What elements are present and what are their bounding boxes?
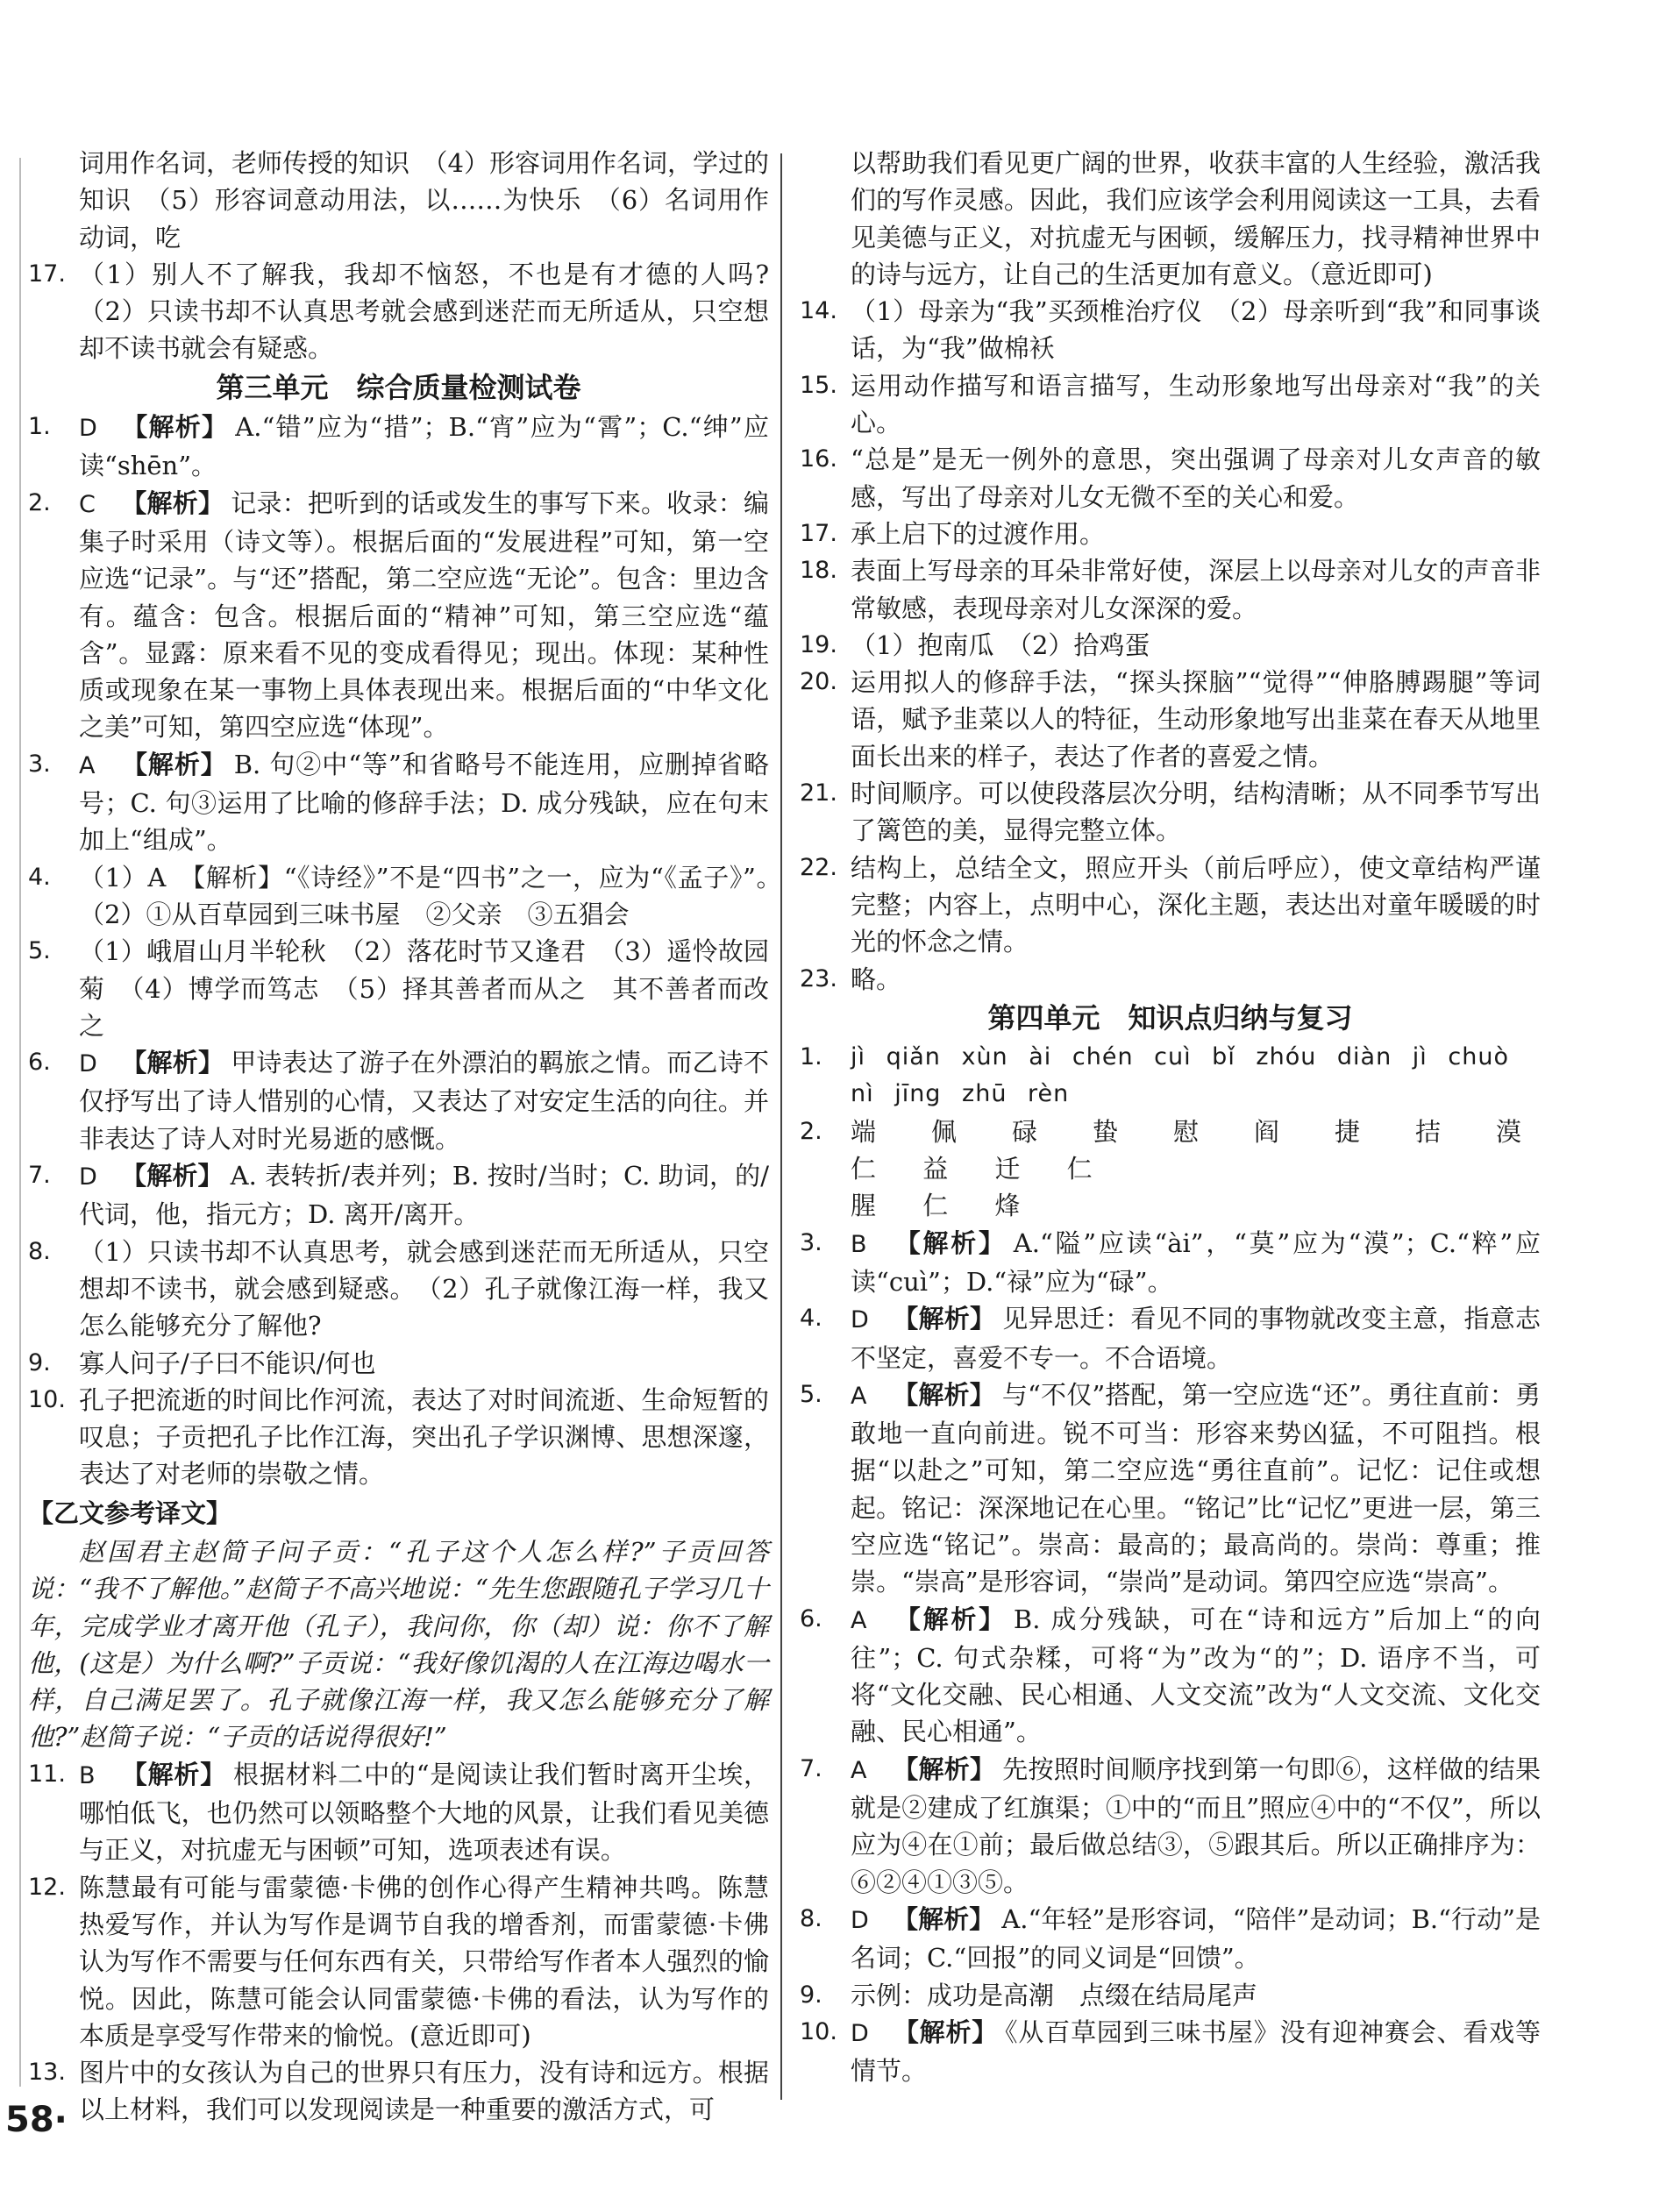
answer-item [800,850,1541,961]
heading-title: 知识点归纳与复习 [1128,1000,1353,1035]
answer-item [28,1756,769,1869]
answer-choice: D [851,2019,869,2047]
answer-item [800,1300,1541,1376]
heading-title: 综合质量检测试卷 [356,370,581,404]
answer-text: （1）只读书却不认真思考，就会感到迷茫而无所适从，只空想却不读书，就会感到疑惑。 （2）孔子就像江海一样，我又怎么能够充分了解他? [79,1236,769,1341]
translation-block [28,1533,769,1756]
answer-item [28,1044,769,1157]
answer-number: 21. [800,779,837,807]
answer-item [800,367,1541,442]
answer-number: 5. [800,1380,822,1408]
answer-item [28,1869,769,2054]
answer-number: 20. [800,668,837,696]
answer-number: 22. [800,853,837,881]
analysis-tag: 【解析】 [121,487,224,518]
answer-text: 示例：成功是高潮 点缀在结局尾声 [851,1980,1258,2010]
answer-number: 2. [800,1117,822,1145]
answer-16-continued [28,145,769,256]
answer-text: 根据材料二中的“是阅读让我们暂时离开尘埃，哪怕低飞，也仍然可以领略整个大地的风景，让我们看见美德与正义，对抗虚无与困顿”可知，选项表述有误。 [79,1759,769,1866]
answer-item [800,1977,1541,2014]
answer-number: 8. [28,1237,51,1265]
answer-number: 3. [28,750,51,778]
answer-text: 记录：把听到的话或发生的事写下来。收录：编集子时采用（诗文等）。根据后面的“发展进程”可知，第一空应选“记录”。与“还”搭配，第二空应选“无论”。包含：里边含有。蕴含：包含。根据后面的“精神”可知，第三空应选“蕴含”。显露：原来看不见的变成看得见；现出。体现：某种性质或现象在某一事物上具体表现出来。根据后面的“中华文化之美”可知，第四空应选“体现”。 [79,487,769,743]
answer-item [800,516,1541,552]
answer-item [28,485,769,746]
characters-line-1: 端 佩 碌 蛰 慰 阎 捷 拮 漠 仁 益 迁 仁 [851,1116,1541,1184]
answer-item [800,775,1541,850]
answer-item [28,1234,769,1345]
answer-text: 孔子把流逝的时间比作河流，表达了对时间流逝、生命短暂的叹息；子贡把孔子比作江海，突出孔子学识渊博、思想深邃，表达了对老师的崇敬之情。 [79,1384,769,1490]
answer-number: 10. [28,1385,66,1413]
answer-choice: A [79,751,96,779]
answer-number: 23. [800,964,837,992]
answer-text: “总是”是无一例外的意思，突出强调了母亲对儿女声音的敏感，写出了母亲对儿女无微不至的关心和爱。 [851,445,1541,512]
answer-number: 9. [800,1981,822,2009]
answer-item [800,1225,1541,1301]
answer-number: 9. [28,1348,51,1376]
analysis-tag: 【解析】 [893,1227,1007,1258]
right-column [800,145,1541,2089]
answer-item [28,746,769,859]
answer-17 [28,256,769,367]
column-divider [780,153,782,2100]
answer-text: A.“错”应为“措”；B.“宵”应为“霄”；C.“绅”应读“shēn”。 [79,412,769,481]
answer-text: 承上启下的过渡作用。 [851,518,1106,549]
answer-choice: A [851,1382,867,1410]
answer-text: 见异思迁：看见不同的事物就改变主意，指意志不坚定，喜爱不专一。不合语境。 [851,1304,1541,1373]
answer-text: （1）别人不了解我，我却不恼怒，不也是有才德的人吗?（2）只读书却不认真思考就会感到迷茫而无所适从，只空想却不读书就会有疑惑。 [79,259,769,364]
answer-item [28,409,769,485]
pinyin-line-1: jì qiǎn xùn ài chén cuì bǐ zhóu diàn jì chuò [851,1043,1509,1071]
answer-item [800,1376,1541,1601]
answer-item [800,1601,1541,1751]
answer-choice: A [851,1756,867,1784]
answer-u4-2 [800,1113,1541,1225]
answer-item [28,1382,769,1493]
answer-choice: D [851,1306,869,1334]
analysis-tag: 【解析】 [893,1903,995,1934]
section-heading-unit4 [800,999,1541,1036]
analysis-tag: 【解析】 [121,1759,227,1789]
analysis-tag: 【解析】 [893,1604,1007,1634]
answer-number: 13. [28,2059,66,2087]
answer-number: 5. [28,937,51,965]
answer-number: 3. [800,1228,822,1256]
answer-item [800,1751,1541,1901]
answer-number: 10. [800,2017,837,2045]
heading-unit: 第三单元 [216,370,329,404]
answer-item [800,1901,1541,1977]
analysis-tag: 【解析】 [121,1048,224,1078]
answer-item [800,961,1541,998]
answer-text: 表面上写母亲的耳朵非常好使，深层上以母亲对儿女的声音非常敏感，表现母亲对儿女深深的爱。 [851,556,1541,623]
answer-text: 时间顺序。可以使段落层次分明，结构清晰；从不同季节写出了篱笆的美，显得完整立体。 [851,779,1541,846]
characters-line-2: 腥 仁 烽 [851,1191,1040,1221]
answer-number: 2. [28,488,51,516]
answer-number: 17. [28,260,66,288]
answer-number: 6. [28,1049,51,1077]
analysis-tag: 【解析】 [121,749,227,779]
answer-number: 4. [28,863,51,891]
answer-item [28,859,795,934]
analysis-tag: 【解析】 [893,1753,996,1784]
answer-choice: D [79,415,97,443]
analysis-tag: 【解析】 [893,1379,995,1410]
answer-item [28,1345,769,1382]
answer-item [800,441,1541,516]
answer-item [28,933,769,1044]
answer-text: 寡人问子/子曰不能识/何也 [79,1348,376,1378]
answer-text: 词用作名词，老师传授的知识 （4）形容词用作名词，学过的知识 （5）形容词意动用法，以……为快乐 （6）名词用作动词，吃 [79,148,769,252]
answer-number: 7. [28,1162,51,1190]
page-number: 58· [5,2100,68,2140]
answer-text: B. 句②中“等”和省略号不能连用，应删掉省略号；C. 句③运用了比喻的修辞手法；D. 成分残缺，应在句末加上“组成”。 [79,749,769,856]
answer-text: （1）峨眉山月半轮秋 （2）落花时节又逢君 （3）遥怜故园菊 （4）博学而笃志 （5）择其善者而从之 其不善者而改之 [79,936,769,1041]
answer-number: 19. [800,630,837,658]
answer-number: 17. [800,519,837,547]
answer-choice: B [851,1230,867,1258]
heading-unit: 第四单元 [987,1000,1100,1035]
answer-text: 略。 [851,964,902,994]
translation-title: 【乙文参考译文】 [28,1497,232,1528]
answer-number: 18. [800,557,837,585]
answer-text: A. 表转折/表并列；B. 按时/当时；C. 助词，的/代词，他，指元方；D. 离开/离开。 [79,1161,769,1230]
analysis-tag: 【解析】 [121,412,229,443]
answer-13-continued [800,145,1541,293]
answer-number: 1. [28,413,51,441]
answer-choice: D [851,1906,869,1934]
answer-item [800,664,1541,775]
answer-item [800,2014,1541,2090]
answer-number: 14. [800,297,837,325]
answer-number: 7. [800,1754,822,1782]
answer-choice: A [851,1606,867,1634]
answer-text: 《从百草园到三味书屋》没有迎神赛会、看戏等情节。 [851,2016,1541,2087]
answer-text: 甲诗表达了游子在外漂泊的羁旅之情。而乙诗不仅抒写出了诗人惜别的心情，又表达了对安定生活的向往。并非表达了诗人对时光易逝的感慨。 [79,1048,769,1154]
answer-number: 8. [800,1904,822,1932]
analysis-tag: 【解析】 [893,2016,999,2047]
binding-edge [19,158,21,2087]
answer-text: 以帮助我们看见更广阔的世界，收获丰富的人生经验，激活我们的写作灵感。因此，我们应该学会利用阅读这一工具，去看见美德与正义，对抗虚无与困顿，缓解压力，找寻精神世界中的诗与远方，让自己的生活更加有意义。（意近即可) [851,148,1541,289]
answer-number: 12. [28,1873,66,1901]
answer-item [28,2054,769,2129]
answer-text: A.“隘”应读“ài”，“莫”应为“漠”；C.“粹”应读“cuì”；D.“禄”应为“碌”。 [851,1227,1541,1297]
answer-text: A.“年轻”是形容词，“陪伴”是动词；B.“行动”是名词；C.“回报”的同义词是“回馈”。 [851,1903,1541,1974]
answer-number: 4. [800,1305,822,1333]
answer-choice: D [79,1163,97,1191]
analysis-tag: 【解析】 [121,1161,224,1191]
answer-choice: B [79,1761,96,1789]
answer-item [800,627,1541,664]
answer-text: （1）抱南瓜 （2）拾鸡蛋 [851,629,1150,660]
answer-text: （1）A 【解析】“《诗经》”不是“四书”之一，应为“《孟子》”。 （2）①从百草园到三味书屋 ②父亲 ③五猖会 [79,862,795,929]
answer-number: 15. [800,371,837,399]
analysis-tag: 【解析】 [893,1304,996,1334]
answer-u4-1 [800,1039,1541,1113]
answer-number: 11. [28,1760,66,1788]
answer-text: 运用拟人的修辞手法，“探头探脑”“觉得”“伸胳膊踢腿”等词语，赋予韭菜以人的特征，生动形象地写出韭菜在春天从地里面长出来的样子，表达了作者的喜爱之情。 [851,667,1541,772]
section-heading-unit3 [28,369,769,406]
translation-paragraph: 赵国君主赵简子问子贡：“孔子这个人怎么样?”子贡回答说：“我不了解他。”赵简子不高兴地说：“先生您跟随孔子学习几十年，完成学业才离开他（孔子），我问你，你（却）说：你不了解他，(这是）为什么啊?”子贡说：“我好像饥渴的人在江海边喝水一样，自己满足罢了。孔子就像江海一样，我又怎么能够充分了解他?”赵简子说：“子贡的话说得很好!” [28,1536,769,1753]
answer-text: 结构上，总结全文，照应开头（前后呼应），使文章结构严谨完整；内容上，点明中心，深化主题，表达出对童年暖暖的时光的怀念之情。 [851,852,1541,957]
left-column [28,145,795,2129]
answer-text: 先按照时间顺序找到第一句即⑥，这样做的结果就是②建成了红旗渠；①中的“而且”照应④中的“不仅”，所以应为④在①前；最后做总结③，⑤跟其后。所以正确排序为：⑥②④①③⑤。 [851,1753,1541,1897]
answer-item [800,293,1541,367]
answer-number: 6. [800,1604,822,1632]
pinyin-line-2: nì jīng zhū rèn [851,1080,1070,1108]
answer-text: B. 成分残缺，可在“诗和远方”后加上“的向往”；C. 句式杂糅，可将“为”改为“的”；D. 语序不当，可将“文化交融、民心相通、人文交流”改为“人文交流、文化交融、民心相通”。 [851,1604,1541,1747]
answer-item [800,552,1541,627]
answer-choice: D [79,1050,97,1078]
answer-choice: C [79,490,96,518]
answer-number: 16. [800,445,837,473]
answer-text: （1）母亲为“我”买颈椎治疗仪 （2）母亲听到“我”和同事谈话，为“我”做棉袄 [851,296,1541,364]
answer-number: 1. [800,1043,822,1071]
answer-text: 图片中的女孩认为自己的世界只有压力，没有诗和远方。根据以上材料，我们可以发现阅读是一种重要的激活方式，可 [79,2058,769,2125]
answer-text: 陈慧最有可能与雷蒙德·卡佛的创作心得产生精神共鸣。陈慧热爱写作，并认为写作是调节自我的增香剂，而雷蒙德·卡佛认为写作不需要与任何东西有关，只带给写作者本人强烈的愉悦。因此，陈慧可能会认同雷蒙德·卡佛的看法，认为写作的本质是享受写作带来的愉悦。(意近即可) [79,1872,769,2051]
answer-item [28,1157,769,1234]
answer-text: 与“不仅”搭配，第一空应选“还”。勇往直前：勇敢地一直向前进。锐不可当：形容来势凶猛，不可阻挡。根据“以赴之”可知，第二空应选“勇往直前”。记忆：记住或想起。铭记：深深地记在心里。“铭记”比“记忆”更进一层，第三空应选“铭记”。崇高：最高的；最高尚的。崇尚：尊重；推崇。“崇高”是形容词，“崇尚”是动词。第四空应选“崇高”。 [851,1379,1541,1597]
answer-text: 运用动作描写和语言描写，生动形象地写出母亲对“我”的关心。 [851,370,1541,438]
